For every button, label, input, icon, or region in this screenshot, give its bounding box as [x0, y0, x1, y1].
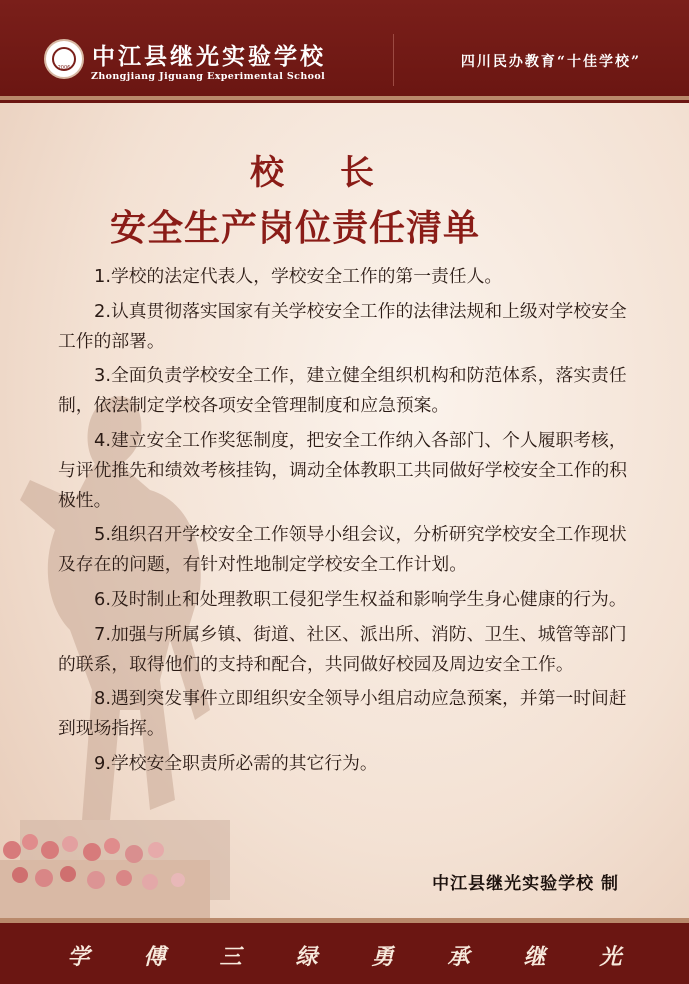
title-position: 校 长 [250, 153, 396, 193]
motto-char: 傅 [143, 944, 166, 970]
motto-char: 继 [523, 944, 546, 970]
list-item: 5.组织召开学校安全工作领导小组会议，分析研究学校安全工作现状及存在的问题，有针对性地制定学校安全工作计划。 [58, 524, 627, 576]
header-divider-dark [0, 100, 689, 103]
header-separator [393, 34, 394, 86]
motto-char: 光 [599, 944, 622, 970]
header-slogan: 四川民办教育“十佳学校” [460, 54, 641, 70]
signature: 中江县继光实验学校 制 [432, 874, 619, 894]
list-item: 6.及时制止和处理教职工侵犯学生权益和影响学生身心健康的行为。 [94, 588, 627, 610]
motto-char: 勇 [371, 944, 394, 970]
list-item: 9.学校安全职责所必需的其它行为。 [94, 752, 378, 774]
flower-decoration [0, 820, 210, 918]
list-item: 8.遇到突发事件立即组织安全领导小组启动应急预案，并第一时间赶到现场指挥。 [58, 688, 627, 740]
school-logo-icon [44, 39, 84, 79]
list-item: 2.认真贯彻落实国家有关学校安全工作的法律法规和上级对学校安全工作的部署。 [58, 300, 627, 352]
motto-char: 绿 [295, 944, 318, 970]
school-name-cn: 中江县继光实验学校 [92, 43, 326, 70]
motto-char: 承 [447, 944, 470, 970]
list-item: 1.学校的法定代表人，学校安全工作的第一责任人。 [94, 266, 503, 287]
motto-char: 学 [67, 944, 90, 970]
list-item: 4.建立安全工作奖惩制度，把安全工作纳入各部门、个人履职考核，与评优推先和绩效考核挂钩，调动全体教职工共同做好学校安全工作的积极性。 [58, 429, 628, 511]
school-name-en: Zhongjiang Jiguang Experimental School [91, 71, 326, 82]
footer-motto [0, 940, 689, 971]
list-item: 3.全面负责学校安全工作，建立健全组织机构和防范体系，落实责任制，依法制定学校各项安全管理制度和应急预案。 [58, 365, 627, 417]
list-item: 7.加强与所属乡镇、街道、社区、派出所、消防、卫生、城管等部门的联系，取得他们的支持和配合，共同做好校园及周边安全工作。 [58, 623, 627, 675]
responsibility-list [58, 262, 643, 783]
motto-char: 三 [219, 944, 242, 970]
title-list-name: 安全生产岗位责任清单 [110, 208, 481, 249]
logo-year: 2006 [57, 65, 71, 71]
